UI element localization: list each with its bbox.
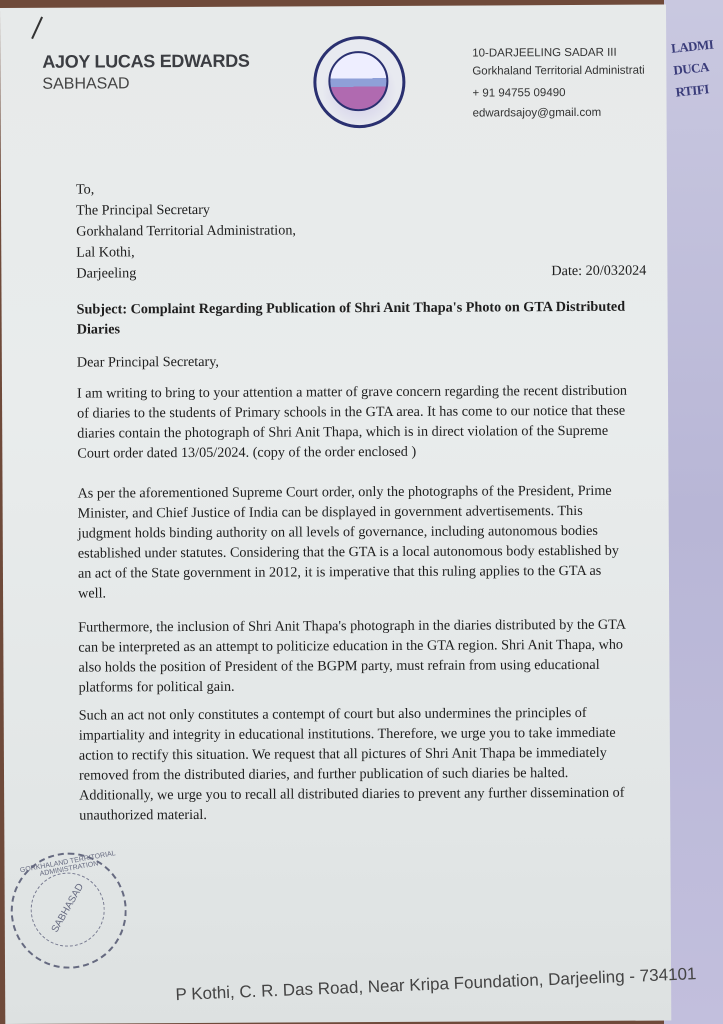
body-line: I am writing to bring to your attention a matter of grave concern regarding the recent distribution xyxy=(76,382,628,402)
official-stamp xyxy=(10,852,127,969)
email: edwardsajoy@gmail.com xyxy=(472,106,602,120)
body-line: Court order dated 13/05/2024. (copy of the order enclosed ) xyxy=(77,443,417,462)
gta-seal-logo xyxy=(313,36,405,128)
underlying-sheet xyxy=(664,0,723,1024)
organization: Gorkhaland Territorial Administrati xyxy=(472,64,645,78)
recipient-line: Lal Kothi, xyxy=(76,244,135,261)
sender-designation: SABHASAD xyxy=(42,75,130,93)
sender-name: AJOY LUCAS EDWARDS xyxy=(42,50,250,72)
recipient-line: Darjeeling xyxy=(76,265,137,282)
subject-line: Subject: Complaint Regarding Publication of Shri Anit Thapa's Photo on GTA Distributed xyxy=(76,298,626,318)
body-line: well. xyxy=(78,585,107,602)
body-line: of diaries to the students of Primary schools in the GTA area. It has come to our notice that these xyxy=(77,402,626,422)
stamp-inner-text: SABHASAD xyxy=(49,881,87,935)
seal-mountain-emblem xyxy=(328,51,388,111)
footer-address: P Kothi, C. R. Das Road, Near Kripa Foundation, Darjeeling - 734101 xyxy=(175,964,697,1005)
sheet-text-line: DUCA xyxy=(672,59,710,78)
body-line: Minister, and Chief Justice of India can be displayed in government advertisements. This xyxy=(77,502,583,522)
salutation: Dear Principal Secretary, xyxy=(76,353,219,371)
body-line: As per the aforementioned Supreme Court order, only the photographs of the President, Prime xyxy=(77,482,612,502)
body-line: impartiality and integrity in educational institutions. Therefore, we urge you to take immediate xyxy=(78,724,616,744)
body-line: unauthorized material. xyxy=(79,806,207,824)
pen-mark xyxy=(31,16,43,39)
sheet-text-line: LADMI xyxy=(670,36,714,56)
body-line: also holds the position of President of the BGPM party, must refrain from using educational xyxy=(78,656,600,676)
phone: + 91 94755 09490 xyxy=(472,87,566,100)
letter-date: Date: 20/032024 xyxy=(551,262,647,280)
body-line: Additionally, we urge you to recall all distributed diaries to prevent any further dissemination of xyxy=(79,784,625,804)
body-line: Furthermore, the inclusion of Shri Anit Thapa's photograph in the diaries distributed by the GTA xyxy=(78,616,626,636)
body-line: Such an act not only constitutes a contempt of court but also undermines the principles of xyxy=(78,704,587,724)
underlying-sheet-text xyxy=(670,34,719,104)
subject-line: Diaries xyxy=(76,321,121,338)
recipient-line: To, xyxy=(75,181,95,198)
body-line: platforms for political gain. xyxy=(78,678,235,696)
constituency: 10-DARJEELING SADAR III xyxy=(472,46,617,60)
body-line: action to rectify this situation. We request that all pictures of Shri Anit Thapa be immediately xyxy=(78,744,607,764)
body-line: removed from the distributed diaries, and further publication of such diaries be halted. xyxy=(78,765,569,784)
body-line: can be interpreted as an attempt to politicize education in the GTA region. Shri Anit Thapa, who xyxy=(78,636,624,656)
body-line: judgment holds binding authority on all levels of governance, including autonomous bodies xyxy=(77,522,598,542)
body-line: established under statutes. Considering that the GTA is a local autonomous body established by xyxy=(77,542,619,562)
recipient-line: The Principal Secretary xyxy=(76,201,211,219)
sheet-text-line: RTIFI xyxy=(674,81,710,100)
body-line: an act of the State government in 2012, it is imperative that this ruling applies to the GTA as xyxy=(77,562,602,582)
stamp-outer-text: GORKHALAND TERRITORIAL ADMINISTRATION xyxy=(19,850,117,878)
recipient-line: Gorkhaland Territorial Administration, xyxy=(76,222,297,240)
body-line: diaries contain the photograph of Shri Anit Thapa, which is in direct violation of the Supreme xyxy=(77,422,609,442)
